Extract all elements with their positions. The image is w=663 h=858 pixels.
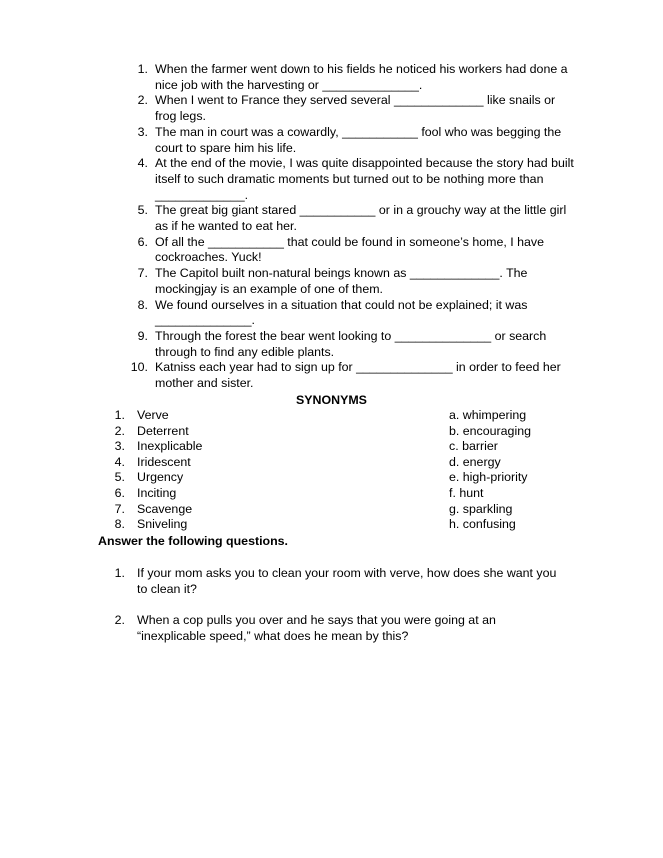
synonym-option: c. barrier xyxy=(449,439,498,454)
question-number: 1. xyxy=(114,566,125,580)
vocab-word: Inciting xyxy=(137,485,177,500)
item-number: 2. xyxy=(137,93,148,108)
list-item xyxy=(118,235,578,266)
list-item xyxy=(118,125,578,156)
synonym-option: g. sparkling xyxy=(449,501,513,516)
item-number: 5. xyxy=(137,203,148,218)
synonym-row xyxy=(100,502,540,518)
vocab-word: Urgency xyxy=(137,470,184,485)
vocab-word: Sniveling xyxy=(137,517,188,532)
item-number: 4. xyxy=(137,156,148,171)
list-item xyxy=(118,93,578,124)
synonym-row xyxy=(100,424,540,440)
synonym-number: 8. xyxy=(114,517,125,532)
item-text: We found ourselves in a situation that could not be explained; it was ______________. xyxy=(155,297,528,328)
item-number: 3. xyxy=(137,124,148,139)
synonym-row xyxy=(100,470,540,486)
question-text: If your mom asks you to clean your room with verve, how does she want you to clean it? xyxy=(137,566,557,596)
list-item xyxy=(118,298,578,329)
vocab-word: Scavenge xyxy=(137,501,193,516)
item-text: The Capitol built non-natural beings known as _____________. The mockingjay is an example of one of them. xyxy=(155,266,528,296)
item-number: 7. xyxy=(137,266,148,281)
list-item xyxy=(118,266,578,297)
synonym-row xyxy=(100,439,540,455)
item-text: Of all the ___________ that could be found in someone’s home, I have cockroaches. Yuck! xyxy=(155,234,544,265)
item-number: 9. xyxy=(137,328,148,343)
synonym-option: b. encouraging xyxy=(449,423,531,438)
synonym-number: 1. xyxy=(114,408,125,422)
synonym-row xyxy=(100,517,540,533)
synonyms-heading: SYNONYMS xyxy=(296,393,367,407)
fill-in-list xyxy=(118,62,578,392)
questions-heading: Answer the following questions. xyxy=(98,534,288,548)
synonym-option: f. hunt xyxy=(449,485,484,500)
synonym-option: a. whimpering xyxy=(449,408,527,422)
synonym-option: e. high-priority xyxy=(449,470,528,485)
questions-list xyxy=(100,566,562,660)
item-text: The man in court was a cowardly, ___________ fool who was begging the court to spare him his life. xyxy=(155,124,562,155)
synonym-option: d. energy xyxy=(449,454,501,469)
list-item xyxy=(118,203,578,234)
synonym-row xyxy=(100,455,540,471)
synonyms-list xyxy=(100,408,540,533)
synonym-option: h. confusing xyxy=(449,517,516,532)
item-text: Katniss each year had to sign up for ______________ in order to feed her mother and sister. xyxy=(155,360,561,391)
item-text: Through the forest the bear went looking to ______________ or search through to find any edible plants. xyxy=(155,328,547,359)
vocab-word: Deterrent xyxy=(137,423,189,438)
item-number: 6. xyxy=(137,234,148,249)
question-item xyxy=(100,566,562,597)
vocab-word: Iridescent xyxy=(137,454,191,469)
question-item xyxy=(100,613,562,644)
synonym-row xyxy=(100,408,540,424)
vocab-word: Inexplicable xyxy=(137,439,203,454)
question-text: When a cop pulls you over and he says that you were going at an “inexplicable speed,” what does he mean by this? xyxy=(137,613,496,643)
item-number: 1. xyxy=(137,62,148,76)
synonym-number: 6. xyxy=(114,485,125,500)
item-text: At the end of the movie, I was quite disappointed because the story had built itself to such dramatic moments but turned out to be nothing more than _____________. xyxy=(155,156,574,202)
synonym-number: 4. xyxy=(114,454,125,469)
item-text: The great big giant stared ___________ or in a grouchy way at the little girl as if he wanted to eat her. xyxy=(155,203,567,234)
question-number: 2. xyxy=(114,613,125,628)
item-text: When the farmer went down to his fields he noticed his workers had done a nice job with the harvesting or ______________. xyxy=(155,62,568,92)
synonym-number: 7. xyxy=(114,501,125,516)
list-item xyxy=(118,329,578,360)
vocab-word: Verve xyxy=(137,408,169,422)
synonym-number: 2. xyxy=(114,423,125,438)
list-item xyxy=(118,156,578,203)
item-number: 10. xyxy=(130,360,148,375)
list-item xyxy=(118,62,578,93)
list-item xyxy=(118,360,578,391)
item-number: 8. xyxy=(137,297,148,312)
synonym-row xyxy=(100,486,540,502)
item-text: When I went to France they served several _____________ like snails or frog legs. xyxy=(155,93,556,124)
synonym-number: 5. xyxy=(114,470,125,485)
synonym-number: 3. xyxy=(114,439,125,454)
